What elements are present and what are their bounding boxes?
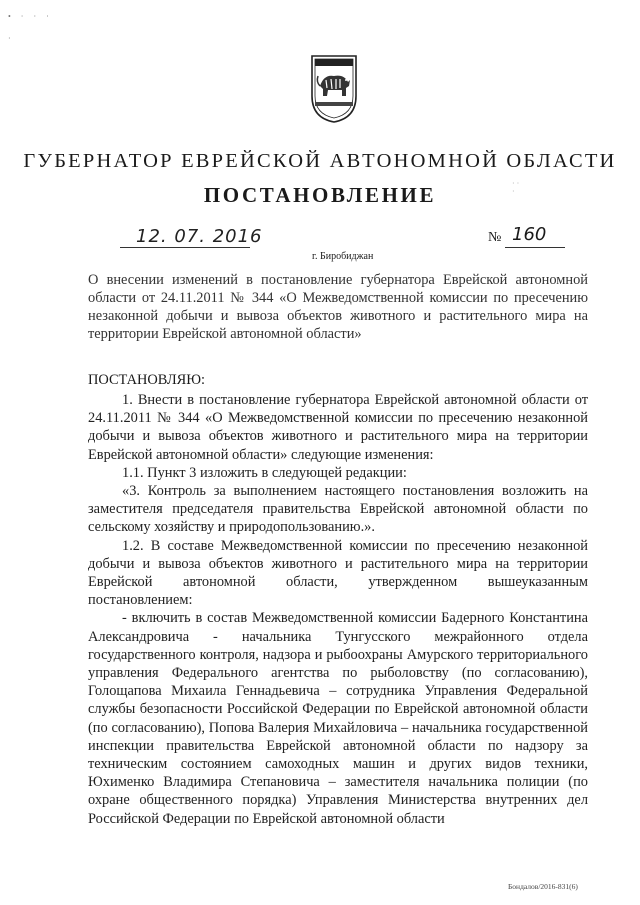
paragraph: - включить в состав Межведомственной комиссии Бадерного Константина Александровича - начальника Тунгусского межрайонного отдела государственного контроля, надзора и рыбоохраны Амурского территориального управления Федерального агентства по рыболовству (по согласованию), Голощапова Михаила Геннадьевича – сотрудника Управления Федеральной службы безопасности Российской Федерации по Еврейской автономной области (по согласованию), Попова Валерия Михайловича – начальника государственной инспекции правительства Еврейской автономной области по надзору за техническим состоянием самоходных машин и других видов техники, Юхименко Владимира Степановича – заместителя начальника полиции (по охране общественного порядка) Управления Министерства внутренних дел Российской Федерации по Еврейской автономной области [88,610,588,827]
paragraph: 1.1. Пункт 3 изложить в следующей редакции: [122,464,407,481]
paragraph: 1. Внести в постановление губернатора Еврейской автономной области от 24.11.2011 № 344 «О Межведомственной комиссии по пресечению незаконной добычи и вывоза объектов животного и растительного мира на территории Еврейской автономной области» следующие изменения: [88,392,588,463]
resolve-heading: ПОСТАНОВЛЯЮ: [88,372,206,388]
scan-mark: • · · · [8,12,53,21]
number-underline [505,247,565,248]
paragraph: «3. Контроль за выполнением настоящего постановления возложить на заместителя председателя правительства Еврейской автономной области по сельскому хозяйству и природопользованию.». [88,483,588,536]
margin-mark: · · · [512,179,520,196]
document-number: 160 [512,224,547,245]
coat-of-arms-icon [310,52,358,124]
issuer-title: ГУБЕРНАТОР ЕВРЕЙСКОЙ АВТОНОМНОЙ ОБЛАСТИ [23,150,617,172]
document-date: 12. 07. 2016 [136,226,263,247]
document-body [88,391,588,828]
number-sign: № [488,230,502,245]
place-of-issue: г. Биробиджан [312,251,374,262]
paragraph: 1.2. В составе Межведомственной комиссии по пресечению незаконной добычи и вывоза объектов животного и растительного мира на территории Еврейской автономной области, утвержденном вышеуказанным постановлением: [88,537,588,609]
document-code: Бондалов/2016-831(6) [508,882,578,891]
scan-mark: · [8,34,11,43]
document-type-title: ПОСТАНОВЛЕНИЕ [203,183,437,207]
document-subject: О внесении изменений в постановление губернатора Еврейской автономной области от 24.11.2011 № 344 «О Межведомственной комиссии по пресечению незаконной добычи и вывоза объектов животного и растительного мира на территории Еврейской автономной области» [88,272,588,342]
date-underline [120,247,250,248]
